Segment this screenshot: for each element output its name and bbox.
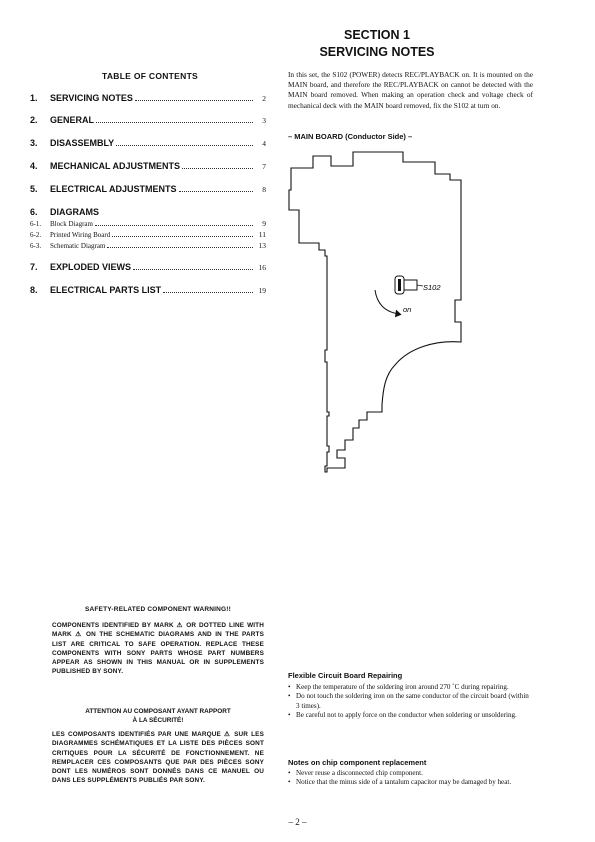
toc-item[interactable]	[30, 138, 266, 150]
toc-item-number: 4.	[30, 161, 38, 171]
list-item	[288, 778, 533, 787]
toc-leader-dots	[179, 191, 253, 192]
toc-subitem-page: 11	[258, 230, 266, 239]
toc-leader-dots	[96, 122, 253, 123]
safety-warning-french: LES COMPOSANTS IDENTIFIÉS PAR UNE MARQUE ⚠ SUR LES DIAGRAMMES SCHÉMATIQUES ET LA LISTE DES PIÈCES SONT CRITIQUES POUR LA SÉCURITÉ DE FONCTIONNEMENT. NE REMPLACER CES COMPOSANTS QUE PAR DES PIÈCES SONY DONT LES NUMÉROS SONT DONNÉS DANS CE MANUEL OU DANS LES SUPPLÉMENTS PUBLIÉS PAR SONY.	[52, 731, 264, 785]
toc-subitem-number: 6-2.	[30, 231, 42, 239]
toc-subitem-page: 13	[258, 241, 266, 250]
toc-leader-dots	[135, 100, 253, 101]
list-item	[288, 711, 533, 720]
bullet-text: Be careful not to apply force on the conductor when soldering or unsoldering.	[296, 711, 517, 720]
toc-item-number: 5.	[30, 184, 38, 194]
bullet-icon: •	[288, 769, 291, 777]
toc-subitem[interactable]	[30, 241, 266, 251]
s102-switch-icon	[395, 276, 423, 294]
toc-item-number: 7.	[30, 262, 38, 272]
toc-item-number: 1.	[30, 93, 38, 103]
toc-item[interactable]	[30, 161, 266, 173]
list-item	[288, 769, 533, 778]
toc-item[interactable]	[30, 207, 266, 219]
toc-subitem-number: 6-3.	[30, 242, 42, 250]
toc-leader-dots	[112, 236, 253, 237]
bullet-icon: •	[288, 692, 291, 701]
toc-item-page: 8	[262, 185, 266, 194]
toc-item-number: 8.	[30, 285, 38, 295]
toc-leader-dots	[163, 292, 253, 293]
board-caption: – MAIN BOARD (Conductor Side) –	[288, 132, 413, 141]
toc-subitem-page: 9	[262, 219, 266, 228]
toc-leader-dots	[133, 269, 253, 270]
toc-item[interactable]	[30, 285, 266, 297]
chip-notes-heading: Notes on chip component replacement	[288, 758, 427, 767]
chip-notes-list	[288, 769, 533, 788]
toc-item[interactable]	[30, 262, 266, 274]
section-title	[287, 27, 467, 61]
s102-label: S102	[423, 283, 441, 292]
section-number: SECTION 1	[344, 28, 410, 42]
toc-item-number: 3.	[30, 138, 38, 148]
toc-leader-dots	[107, 247, 253, 248]
toc-item-number: 6.	[30, 207, 38, 217]
toc-item-number: 2.	[30, 115, 38, 125]
toc-item[interactable]	[30, 184, 266, 196]
bullet-icon: •	[288, 778, 291, 787]
toc-item-page: 7	[262, 162, 266, 171]
toc-item-title: DIAGRAMS	[50, 207, 99, 217]
bullet-text: Keep the temperature of the soldering iron around 270 ˚C during repairing.	[296, 683, 509, 691]
toc-item-page: 2	[262, 94, 266, 103]
toc-item[interactable]	[30, 115, 266, 127]
toc-leader-dots	[116, 145, 253, 146]
french-heading-line2: À LA SÉCURITÉ!	[132, 717, 184, 725]
intro-paragraph: In this set, the S102 (POWER) detects REC/PLAYBACK on. It is mounted on the MAIN board, and therefore the REC/PLAYBACK on cannot be detected with the MAIN board removed. When making an operation check and voltage check of mechanical deck with the MAIN board removed, fix the S102 at turn on.	[288, 70, 533, 110]
toc-subitem[interactable]	[30, 219, 266, 229]
main-board-diagram	[285, 150, 475, 485]
bullet-icon: •	[288, 683, 291, 691]
bullet-icon: •	[288, 711, 291, 720]
toc-leader-dots	[182, 168, 253, 169]
safety-warning-english: COMPONENTS IDENTIFIED BY MARK ⚠ OR DOTTED LINE WITH MARK ⚠ ON THE SCHEMATIC DIAGRAMS AND IN THE PARTS LIST ARE CRITICAL TO SAFE OPERATION. REPLACE THESE COMPONENTS WITH SONY PARTS WHOSE PART NUMBERS APPEAR AS SHOWN IN THIS MANUAL OR IN SUPPLEMENTS PUBLISHED BY SONY.	[52, 622, 264, 676]
board-outline	[289, 152, 461, 472]
toc-subitem-title: Block Diagram	[50, 220, 93, 228]
toc-item-title: ELECTRICAL PARTS LIST	[50, 285, 162, 295]
flex-repair-list	[288, 683, 533, 721]
list-item	[288, 692, 533, 711]
toc-item-page: 4	[262, 139, 266, 148]
toc-subitem-title: Schematic Diagram	[50, 242, 106, 250]
on-label: on	[403, 305, 412, 314]
toc-subitem[interactable]	[30, 230, 266, 240]
toc-item-title: EXPLODED VIEWS	[50, 262, 132, 272]
section-name: SERVICING NOTES	[319, 45, 435, 59]
bullet-text: Never reuse a disconnected chip component.	[296, 769, 423, 777]
toc-item-page: 3	[262, 116, 266, 125]
toc-item-page: 19	[258, 286, 266, 295]
toc-item-title: MECHANICAL ADJUSTMENTS	[50, 161, 181, 171]
toc-heading: TABLE OF CONTENTS	[101, 71, 199, 81]
toc-item-title: GENERAL	[50, 115, 95, 125]
list-item	[288, 683, 533, 692]
toc-item-title: ELECTRICAL ADJUSTMENTS	[50, 184, 177, 194]
toc-item-page: 16	[258, 263, 266, 272]
bullet-text: Notice that the minus side of a tantalum capacitor may be damaged by heat.	[296, 778, 512, 787]
toc-subitem-number: 6-1.	[30, 220, 42, 228]
page-number: – 2 –	[288, 817, 307, 827]
flex-repair-heading: Flexible Circuit Board Repairing	[288, 671, 403, 680]
toc-subitem-title: Printed Wiring Board	[50, 231, 111, 239]
bullet-text: Do not touch the soldering iron on the same conductor of the circuit board (within 3 times).	[296, 692, 529, 710]
toc-item-title: SERVICING NOTES	[50, 93, 133, 103]
toc-item-title: DISASSEMBLY	[50, 138, 115, 148]
toc-leader-dots	[95, 225, 253, 226]
french-heading-line1: ATTENTION AU COMPOSANT AYANT RAPPORT	[85, 708, 231, 715]
safety-warning-heading: SAFETY-RELATED COMPONENT WARNING!!	[84, 606, 232, 613]
safety-warning-french-heading	[52, 707, 264, 726]
toc-item[interactable]	[30, 93, 266, 105]
